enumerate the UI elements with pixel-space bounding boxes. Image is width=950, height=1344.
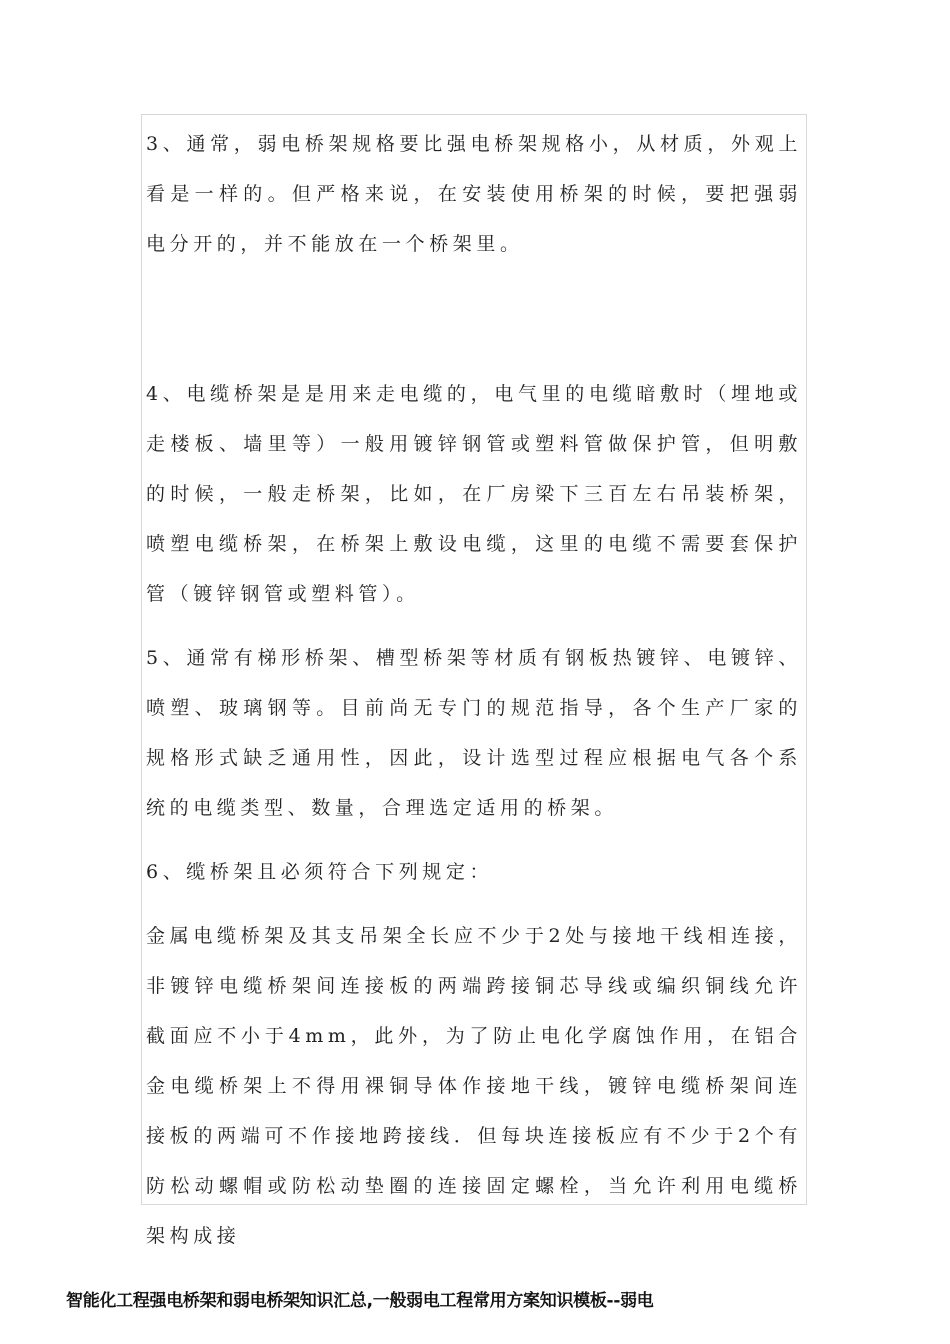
paragraph-6-heading: 6、缆桥架且必须符合下列规定： [146, 861, 494, 883]
paragraph-spacer [146, 619, 802, 633]
document-page-frame [141, 114, 807, 1247]
paragraph-grounding-rules: 金属电缆桥架及其支吊架全长应不少于2处与接地干线相连接，非镀锌电缆桥架间连接板的两端跨接铜芯导线或编织铜线允许截面应不小于4mm，此外，为了防止电化学腐蚀作用，在铝合金电缆桥架上不得用裸铜导体作接地干线，镀锌电缆桥架间连接板的两端可不作接地跨接线．但每块连接板应有不少于2个有防松动螺帽或防松动垫圈的连接固定螺栓，当允许利用电缆桥架构成接 [146, 925, 802, 1247]
paragraph-spacer [146, 897, 802, 911]
paragraph-spacer [146, 269, 802, 369]
paragraph-5: 5、通常有梯形桥架、槽型桥架等材质有钢板热镀锌、电镀锌、喷塑、玻璃钢等。目前尚无专门的规范指导，各个生产厂家的规格形式缺乏通用性，因此，设计选型过程应根据电气各个系统的电缆类型、数量，合理选定适用的桥架。 [146, 647, 802, 819]
paragraph-3: 3、通常，弱电桥架规格要比强电桥架规格小，从材质，外观上看是一样的。但严格来说，在安装使用桥架的时候，要把强弱电分开的，并不能放在一个桥架里。 [146, 133, 802, 255]
paragraph-spacer [146, 833, 802, 847]
paragraph-4: 4、电缆桥架是是用来走电缆的，电气里的电缆暗敷时（埋地或走楼板、墙里等）一般用镀锌钢管或塑料管做保护管，但明敷的时候，一般走桥架，比如，在厂房梁下三百左右吊装桥架，喷塑电缆桥架，在桥架上敷设电缆，这里的电缆不需要套保护管（镀锌钢管或塑料管）。 [146, 383, 802, 605]
page-footer-title: 智能化工程强电桥架和弱电桥架知识汇总,一般弱电工程常用方案知识模板--弱电 [66, 1291, 654, 1311]
document-body [146, 119, 802, 1261]
